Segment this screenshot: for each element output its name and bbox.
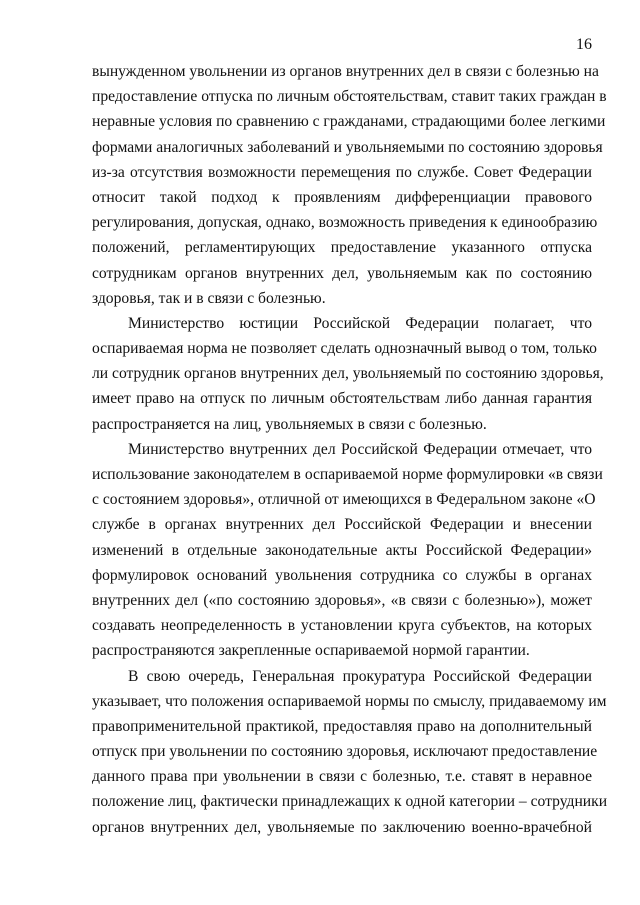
text-line: службе в органах внутренних дел Российской Федерации и внесении [92, 516, 592, 534]
text-line: создавать неопределенность в установлении круга субъектов, на которых [92, 617, 592, 635]
text-line: положение лиц, фактически принадлежащих к одной категории – сотрудники [92, 793, 608, 811]
text-line: регулирования, допуская, однако, возможность приведения к единообразию [92, 214, 598, 232]
document-body [92, 59, 608, 840]
paragraph [92, 664, 608, 840]
text-line: Министерство юстиции Российской Федерации полагает, что [128, 314, 592, 332]
text-line: распространяются закрепленные оспариваемой нормой гарантии. [92, 642, 530, 660]
text-line: распространяется на лиц, увольняемых в связи с болезнью. [92, 415, 487, 433]
text-line: органов внутренних дел, увольняемые по заключению военно-врачебной [92, 818, 592, 836]
text-line: ли сотрудник органов внутренних дел, увольняемый по состоянию здоровья, [92, 365, 604, 383]
text-line: оспариваемая норма не позволяет сделать однозначный вывод о том, только [92, 340, 597, 358]
text-line: неравные условия по сравнению с гражданами, страдающими более легкими [92, 113, 606, 131]
text-line: вынужденном увольнении из органов внутренних дел в связи с болезнью на [92, 63, 599, 80]
paragraph [92, 59, 607, 311]
text-line: данного права при увольнении в связи с болезнью, т.е. ставят в неравное [92, 768, 592, 786]
paragraph [92, 311, 604, 437]
text-line: указывает, что положения оспариваемой нормы по смыслу, придаваемому им [92, 692, 607, 710]
text-line: сотрудникам органов внутренних дел, увольняемым как по состоянию [92, 264, 592, 282]
text-line: правоприменительной практикой, предоставляя право на дополнительный [92, 717, 592, 735]
text-line: имеет право на отпуск по личным обстоятельствам либо данная гарантия [92, 390, 592, 408]
text-line: формулировок оснований увольнения сотрудника со службы в органах [92, 566, 592, 584]
text-line: использование законодателем в оспариваемой норме формулировки «в связи [92, 466, 603, 483]
text-line: формами аналогичных заболеваний и увольняемыми по состоянию здоровья [92, 138, 603, 156]
text-line: с состоянием здоровья», отличной от имеющихся в Федеральном законе «О [92, 491, 596, 509]
text-line: Министерство внутренних дел Российской Федерации отмечает, что [128, 440, 592, 458]
text-line: относит такой подход к проявлениям дифференциации правового [92, 188, 592, 206]
text-line: отпуск при увольнении по состоянию здоровья, исключают предоставление [92, 743, 598, 761]
text-line: изменений в отдельные законодательные акты Российской Федерации» [92, 541, 592, 559]
text-line: положений, регламентирующих предоставление указанного отпуска [92, 239, 592, 257]
page-number: 16 [576, 36, 592, 53]
text-line: здоровья, так и в связи с болезнью. [92, 289, 326, 307]
text-line: из-за отсутствия возможности перемещения по службе. Совет Федерации [92, 163, 592, 181]
paragraph [92, 437, 603, 664]
text-line: В свою очередь, Генеральная прокуратура Российской Федерации [128, 667, 592, 685]
text-line: внутренних дел («по состоянию здоровья», «в связи с болезнью»), может [92, 591, 592, 609]
text-line: предоставление отпуска по личным обстоятельствам, ставит таких граждан в [92, 88, 607, 106]
